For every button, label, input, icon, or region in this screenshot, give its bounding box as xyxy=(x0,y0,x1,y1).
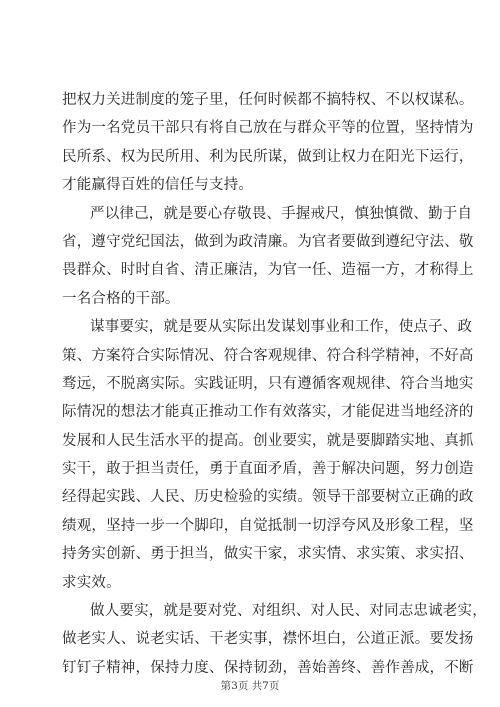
text-line: 做老实人、说老实话、干老实事，襟怀坦白，公道正派。要发扬 xyxy=(62,631,474,648)
text-line: 一名合格的干部。 xyxy=(62,290,180,307)
text-line: 谋事要实，就是要从实际出发谋划事业和工作，使点子、政 xyxy=(90,319,473,336)
text-line: 经得起实践、人民、历史检验的实绩。领导干部要树立正确的政 xyxy=(62,489,474,506)
page-footer: 第3页 共7页 xyxy=(220,680,280,692)
text-line: 绩观，坚持一步一个脚印，自觉抵制一切浮夸风及形象工程，坚 xyxy=(62,517,474,534)
text-line: 民所系、权为民所用、利为民所谋，做到让权力在阳光下运行， xyxy=(62,148,474,165)
text-line: 钉钉子精神，保持力度、保持韧劲，善始善终、善作善成，不断 xyxy=(62,659,474,676)
text-line: 省，遵守党纪国法，做到为政清廉。为官者要做到遵纪守法、敬 xyxy=(62,233,474,250)
text-line: 作为一名党员干部只有将自己放在与群众平等的位置，坚持情为 xyxy=(62,120,474,137)
text-line: 发展和人民生活水平的提高。创业要实，就是要脚踏实地、真抓 xyxy=(62,432,474,449)
text-line: 际情况的想法才能真正推动工作有效落实，才能促进当地经济的 xyxy=(62,404,474,421)
text-line: 骛远，不脱离实际。实践证明，只有遵循客观规律、符合当地实 xyxy=(62,375,474,392)
document-body xyxy=(62,86,487,682)
text-line: 持务实创新、勇于担当，做实干家，求实情、求实策、求实招、 xyxy=(62,546,474,563)
text-line: 实干，敢于担当责任，勇于直面矛盾，善于解决问题，努力创造 xyxy=(62,461,474,478)
text-line: 才能赢得百姓的信任与支持。 xyxy=(62,177,254,194)
text-line: 求实效。 xyxy=(62,574,121,591)
text-line: 严以律己，就是要心存敬畏、手握戒尺，慎独慎微、勤于自 xyxy=(90,205,473,222)
text-line: 畏群众、时时自省、清正廉洁，为官一任、造福一方，才称得上 xyxy=(62,262,474,279)
text-line: 策、方案符合实际情况、符合客观规律、符合科学精神，不好高 xyxy=(62,347,474,364)
text-line: 做人要实，就是要对党、对组织、对人民、对同志忠诚老实， xyxy=(90,603,487,620)
text-line: 把权力关进制度的笼子里，任何时候都不搞特权、不以权谋私。 xyxy=(62,92,474,108)
